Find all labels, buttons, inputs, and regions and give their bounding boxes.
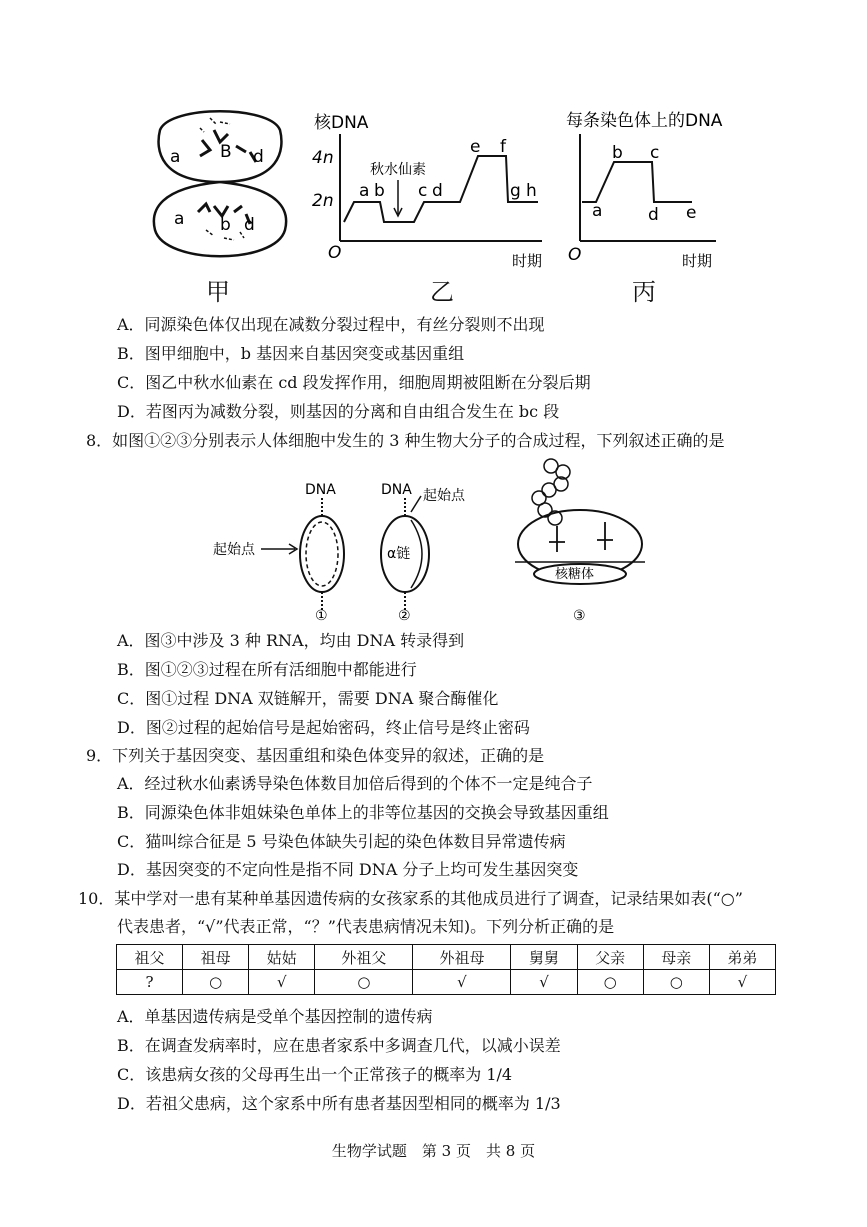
figure-jia — [140, 100, 300, 270]
q9-option-b: B．同源染色体非姐妹染色单体上的非等位基因的交换会导致基因重组 — [117, 803, 609, 822]
dna-per-chromosome-line — [582, 162, 692, 202]
point-label: a — [592, 201, 603, 221]
figure-label-yi: 乙 — [430, 278, 454, 306]
table-cell: ○ — [315, 970, 413, 995]
gene-label: d — [244, 215, 255, 235]
tick-2n: 2n — [312, 191, 334, 211]
page-footer: 生物学试题 第 3 页 共 8 页 — [331, 1142, 536, 1160]
point-label: d — [648, 205, 659, 225]
point-label: e — [470, 137, 481, 157]
diagram-number-3: ③ — [573, 608, 586, 624]
origin-label: O — [328, 243, 342, 263]
gene-label: B — [220, 142, 232, 162]
q8-option-b: B．图①②③过程在所有活细胞中都能进行 — [117, 660, 417, 679]
gene-label: a — [170, 147, 181, 167]
gene-label: b — [220, 215, 231, 235]
q9-option-a: A．经过秋水仙素诱导染色体数目加倍后得到的个体不一定是纯合子 — [117, 774, 593, 793]
x-axis-label: 时期 — [512, 252, 543, 270]
figure-label-jia: 甲 — [206, 278, 230, 306]
table-header: 弟弟 — [709, 945, 775, 970]
table-header-row — [117, 945, 776, 970]
table-cell: √ — [511, 970, 577, 995]
polypeptide-chain — [532, 459, 570, 525]
table-cell: ? — [117, 970, 183, 995]
point-label: f — [500, 137, 506, 157]
annotation-colchicine: 秋水仙素 — [370, 162, 426, 178]
q10-option-c: C．该患病女孩的父母再生出一个正常孩子的概率为 1/4 — [117, 1065, 513, 1084]
q10-stem-line2: 代表患者，“√”代表正常，“？”代表患病情况未知)。下列分析正确的是 — [117, 917, 615, 936]
q7-option-a: A．同源染色体仅出现在减数分裂过程中，有丝分裂则不出现 — [117, 315, 545, 334]
table-cell: √ — [413, 970, 511, 995]
ribosome-label: 核糖体 — [555, 567, 595, 582]
q8-option-d: D．图②过程的起始信号是起始密码，终止信号是终止密码 — [117, 718, 530, 737]
q10-option-d: D．若祖父患病，这个家系中所有患者基因型相同的概率为 1/3 — [117, 1094, 561, 1113]
q9-option-d: D．基因突变的不定向性是指不同 DNA 分子上均可发生基因突变 — [117, 860, 579, 879]
y-axis-label: 每条染色体上的DNA — [566, 111, 723, 131]
point-label: a — [359, 181, 370, 201]
table-cell: ○ — [183, 970, 249, 995]
table-header: 外祖母 — [413, 945, 511, 970]
point-label: e — [686, 203, 697, 223]
table-header: 外祖父 — [315, 945, 413, 970]
q9-option-c: C．猫叫综合征是 5 号染色体缺失引起的染色体数目异常遗传病 — [117, 832, 566, 851]
q10-option-a: A．单基因遗传病是受单个基因控制的遗传病 — [117, 1007, 433, 1026]
table-cell: ○ — [577, 970, 643, 995]
q10-option-b: B．在调查发病率时，应在患者家系中多调查几代，以减小误差 — [117, 1036, 561, 1055]
dna-label-2: DNA — [381, 482, 412, 498]
table-header: 姑姑 — [249, 945, 315, 970]
table-row — [117, 970, 776, 995]
point-label: b — [612, 143, 623, 163]
figure-bing — [566, 106, 736, 276]
q7-option-b: B．图甲细胞中，b 基因来自基因突变或基因重组 — [117, 344, 465, 363]
table-header: 祖母 — [183, 945, 249, 970]
diagram-number-2: ② — [398, 608, 411, 624]
q8-option-a: A．图③中涉及 3 种 RNA，均由 DNA 转录得到 — [117, 631, 465, 650]
point-label: c — [650, 143, 660, 163]
figure-yi — [310, 106, 560, 276]
y-axis-label: 核DNA — [314, 113, 369, 133]
gene-label: a — [174, 209, 185, 229]
point-label: b — [374, 181, 385, 201]
point-label: c — [418, 181, 428, 201]
diagram-number-1: ① — [315, 608, 328, 624]
table-cell: ○ — [643, 970, 709, 995]
pedigree-table — [116, 944, 776, 995]
figure-q8 — [205, 456, 645, 626]
table-header: 舅舅 — [511, 945, 577, 970]
point-label: d — [432, 181, 443, 201]
q8-option-c: C．图①过程 DNA 双链解开，需要 DNA 聚合酶催化 — [117, 689, 499, 708]
origin-label: O — [568, 245, 582, 265]
gene-label: d — [253, 147, 264, 167]
x-axis-label: 时期 — [682, 252, 713, 270]
q8-stem: 8．如图①②③分别表示人体细胞中发生的 3 种生物大分子的合成过程，下列叙述正确的是 — [86, 431, 725, 450]
dna-label-1: DNA — [305, 482, 336, 498]
q9-stem: 9．下列关于基因突变、基因重组和染色体变异的叙述，正确的是 — [86, 746, 545, 765]
table-header: 母亲 — [643, 945, 709, 970]
table-cell: √ — [249, 970, 315, 995]
origin-label-2: 起始点 — [423, 488, 465, 504]
q7-option-c: C．图乙中秋水仙素在 cd 段发挥作用，细胞周期被阻断在分裂后期 — [117, 373, 591, 392]
q10-stem-line1: 10．某中学对一患有某种单基因遗传病的女孩家系的其他成员进行了调查，记录结果如表(“○” — [78, 889, 743, 908]
table-cell: √ — [709, 970, 775, 995]
origin-label-1: 起始点 — [213, 542, 255, 558]
tick-4n: 4n — [312, 148, 334, 168]
alpha-chain-label: α链 — [387, 546, 411, 562]
q7-option-d: D．若图丙为减数分裂，则基因的分离和自由组合发生在 bc 段 — [117, 402, 560, 421]
point-label: g — [510, 181, 521, 201]
point-label: h — [526, 181, 537, 201]
table-header: 祖父 — [117, 945, 183, 970]
figure-label-bing: 丙 — [632, 278, 656, 306]
table-header: 父亲 — [577, 945, 643, 970]
